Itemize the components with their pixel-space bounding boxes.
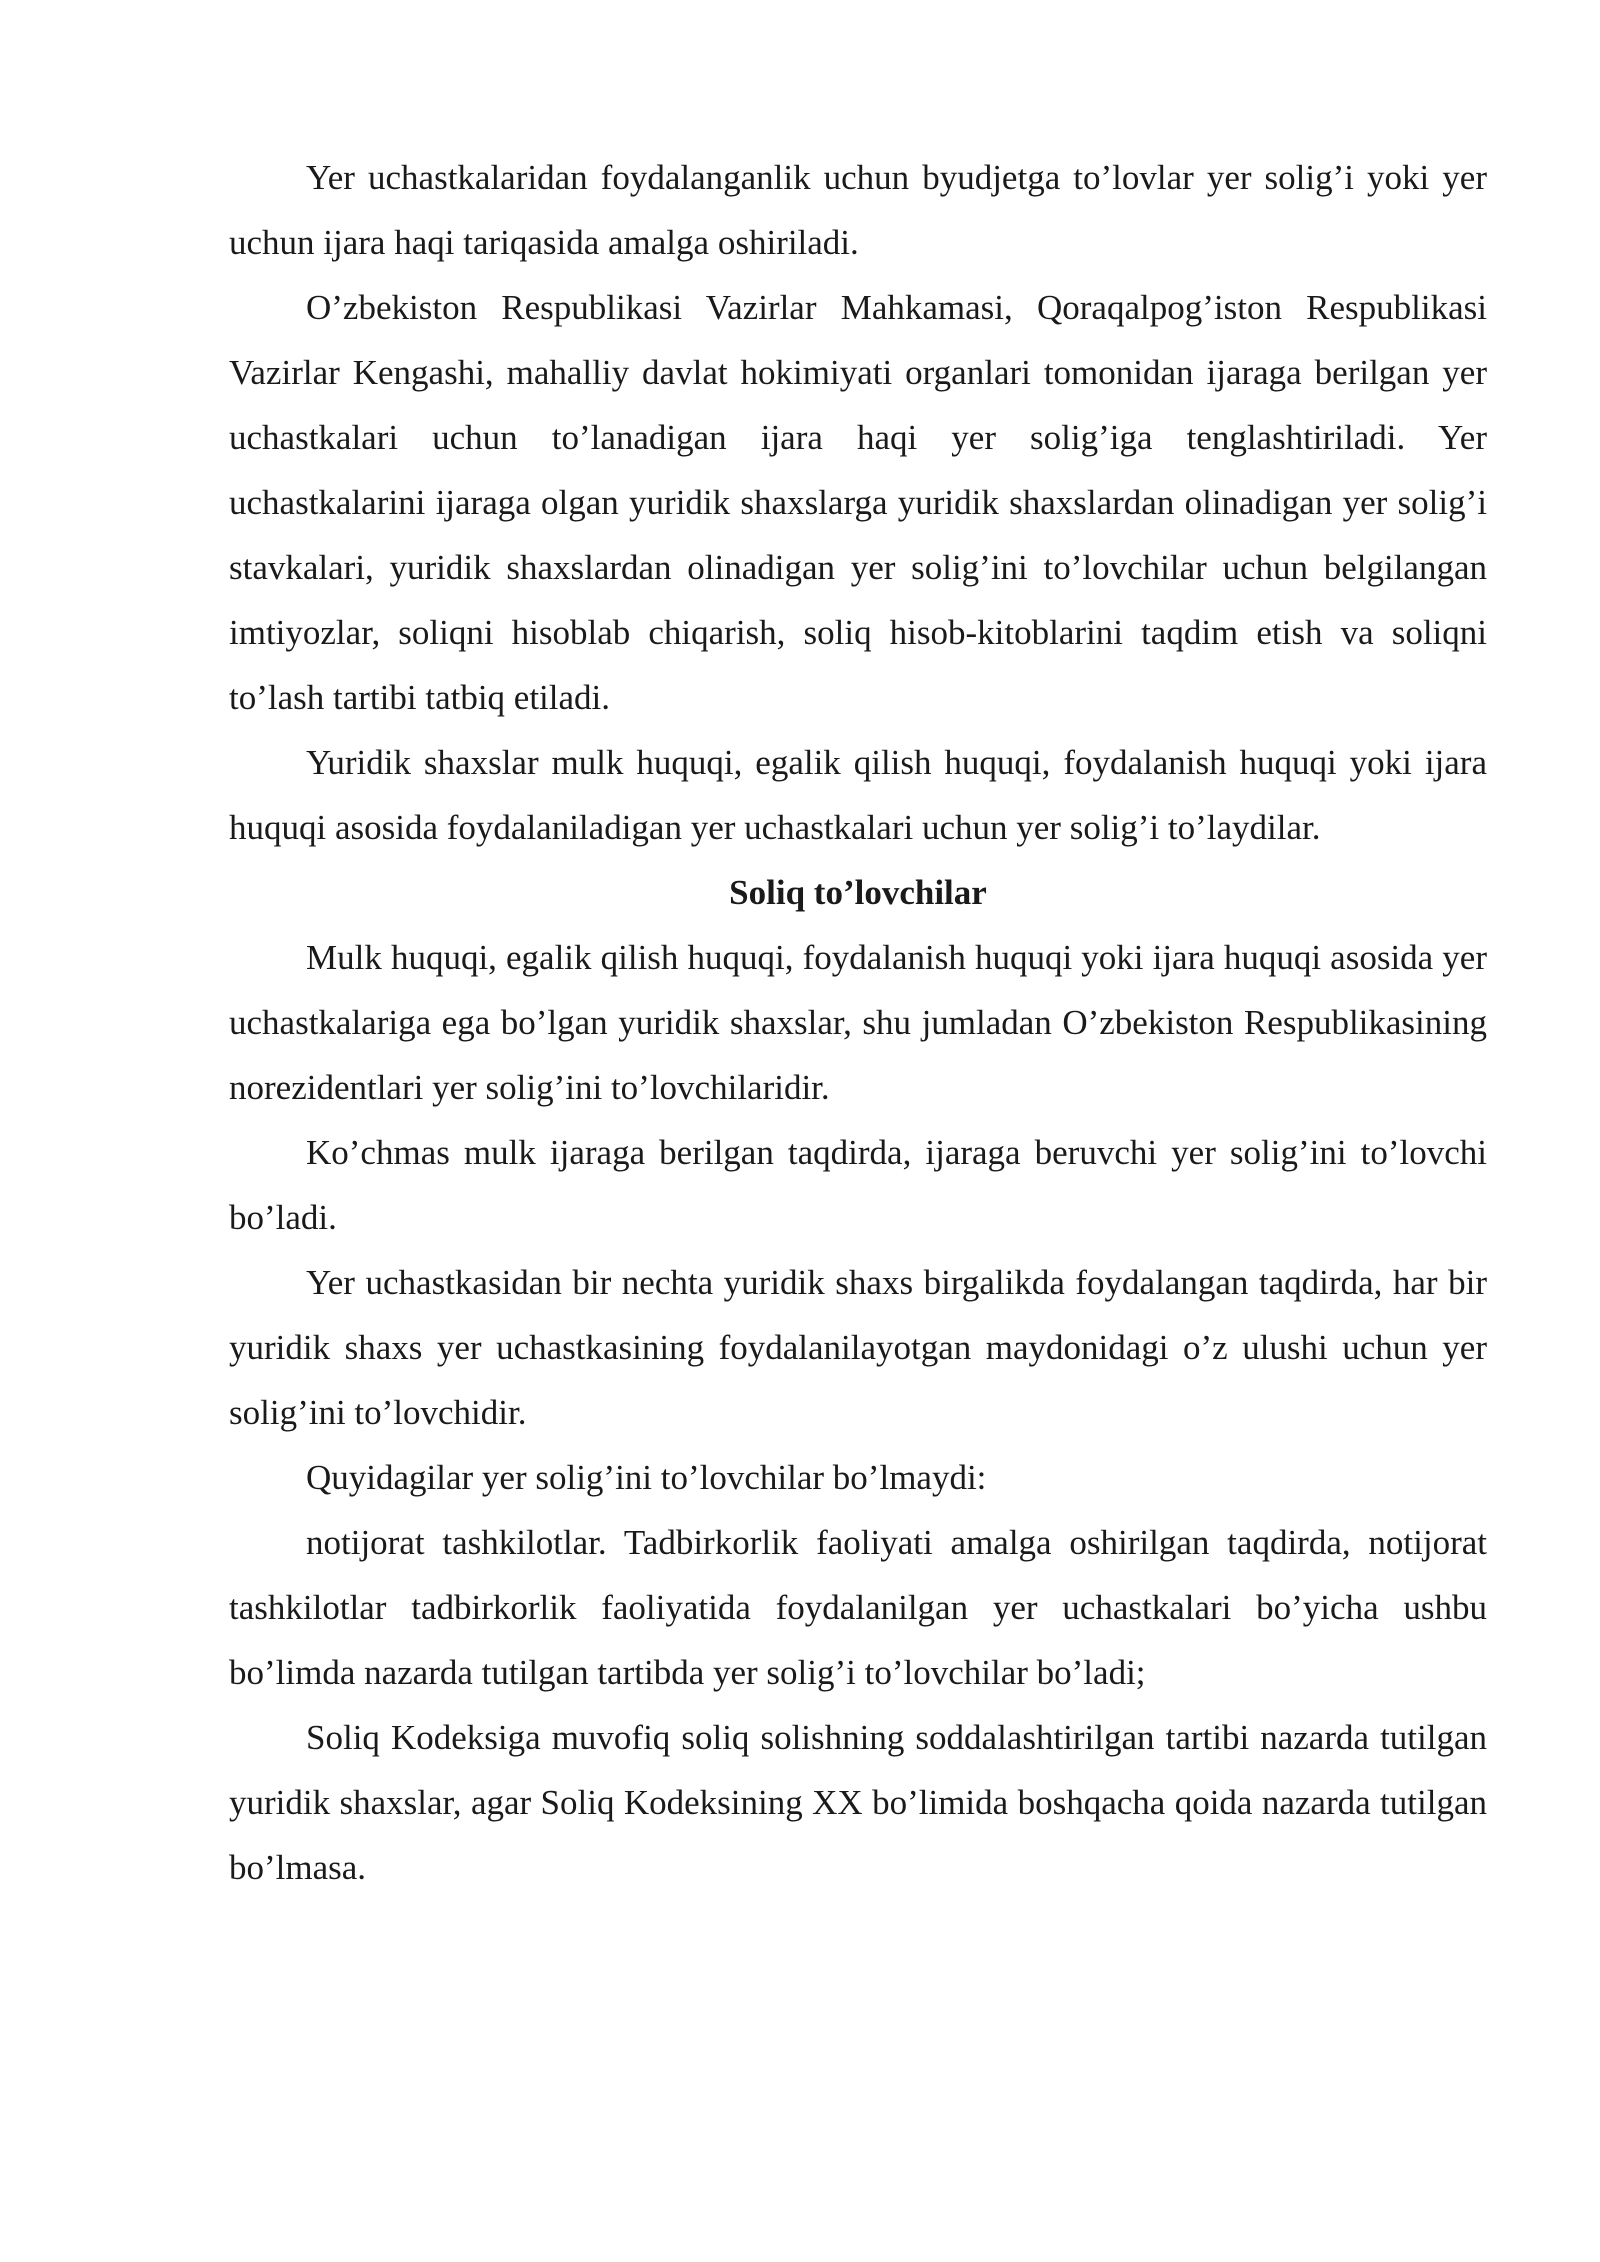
paragraph-rent-equalization: O’zbekiston Respublikasi Vazirlar Mahkamasi, Qoraqalpog’iston Respublikasi Vazirlar Kengashi, mahalliy davlat hokimiyati organlari tomonidan ijaraga berilgan yer uchastkalari uchun to’lanadigan ijara haqi yer solig’iga tenglashtiriladi. Yer uchastkalarini ijaraga olgan yuridik shaxslarga yuridik shaxslardan olinadigan yer solig’i stavkalari, yuridik shaxslardan olinadigan yer solig’ini to’lovchilar uchun belgilangan imtiyozlar, soliqni hisoblab chiqarish, soliq hisob-kitoblarini taqdim etish va soliqni to’lash tartibi tatbiq etiladi. (229, 288, 1487, 717)
paragraph-non-taxpayers-intro: Quyidagilar yer solig’ini to’lovchilar bo’lmaydi: (306, 1458, 987, 1497)
paragraph-joint-use: Yer uchastkasidan bir nechta yuridik shaxs birgalikda foydalangan taqdirda, har bir yuridik shaxs yer uchastkasining foydalanilayotgan maydonidagi o’z ulushi uchun yer solig’ini to’lovchidir. (229, 1263, 1487, 1432)
paragraph-non-profit-organizations: notijorat tashkilotlar. Tadbirkorlik faoliyati amalga oshirilgan taqdirda, notijorat tashkilotlar tadbirkorlik faoliyatida foydalanilgan yer uchastkalari bo’yicha ushbu bo’limda nazarda tutilgan tartibda yer solig’i to’lovchilar bo’ladi; (229, 1523, 1487, 1692)
paragraph-taxpayers-definition: Mulk huquqi, egalik qilish huquqi, foydalanish huquqi yoki ijara huquqi asosida yer uchastkalariga ega bo’lgan yuridik shaxslar, shu jumladan O’zbekiston Respublikasining norezidentlari yer solig’ini to’lovchilaridir. (229, 938, 1487, 1107)
paragraph-legal-entities-pay: Yuridik shaxslar mulk huquqi, egalik qilish huquqi, foydalanish huquqi yoki ijara huquqi asosida foydalaniladigan yer uchastkalari uchun yer solig’i to’laydilar. (229, 743, 1487, 847)
section-heading: Soliq to’lovchilar (729, 873, 987, 912)
paragraph-simplified-taxation: Soliq Kodeksiga muvofiq soliq solishning soddalashtirilgan tartibi nazarda tutilgan yuridik shaxslar, agar Soliq Kodeksining XX bo’limida boshqacha qoida nazarda tutilgan bo’lmasa. (229, 1718, 1487, 1887)
paragraph-real-estate-lease: Ko’chmas mulk ijaraga berilgan taqdirda, ijaraga beruvchi yer solig’ini to’lovchi bo’ladi. (229, 1133, 1487, 1237)
document-body (229, 145, 1487, 1900)
paragraph-payments-intro: Yer uchastkalaridan foydalanganlik uchun byudjetga to’lovlar yer solig’i yoki yer uchun ijara haqi tariqasida amalga oshiriladi. (229, 158, 1487, 262)
